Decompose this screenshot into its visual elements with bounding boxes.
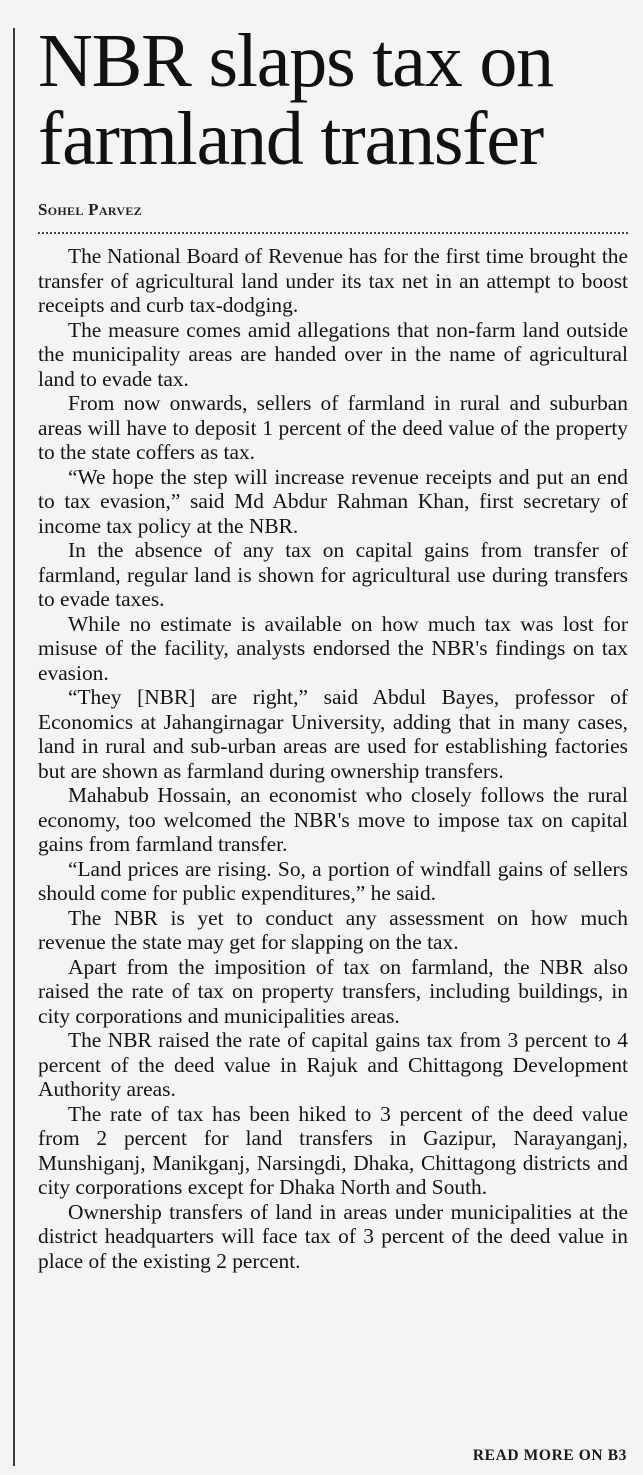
paragraph: The NBR raised the rate of capital gains tax from 3 percent to 4 percent of the deed value in Rajuk and Chittagong Development Authority areas. [38, 1028, 628, 1101]
paragraph: “Land prices are rising. So, a portion of windfall gains of sellers should come for public expenditures,” he said. [38, 856, 628, 905]
paragraph: “We hope the step will increase revenue receipts and put an end to tax evasion,” said Md Abdur Rahman Khan, first secretary of income tax policy at the NBR. [38, 464, 628, 538]
paragraph: While no estimate is available on how much tax was lost for misuse of the facility, analysts endorsed the NBR's findings on tax evasion. [38, 611, 628, 685]
paragraph: Ownership transfers of land in areas under municipalities at the district headquarters will face tax of 3 percent of the deed value in place of the existing 2 percent. [38, 1199, 628, 1273]
paragraph: The NBR is yet to conduct any assessment on how much revenue the state may get for slapping on the tax. [38, 905, 628, 954]
paragraph: Mahabub Hossain, an economist who closely follows the rural economy, too welcomed the NBR's move to impose tax on capital gains from farmland transfer. [38, 783, 628, 856]
headline-line-1: NBR slaps tax on [38, 19, 553, 103]
headline-line-2: farmland transfer [38, 97, 543, 181]
paragraph: The rate of tax has been hiked to 3 percent of the deed value from 2 percent for land transfers in Gazipur, Narayanganj, Munshiganj, Manikganj, Narsingdi, Dhaka, Chittagong districts and city corporations except for Dhaka North and South. [38, 1101, 628, 1199]
paragraph: The measure comes amid allegations that non-farm land outside the municipality areas are handed over in the name of agricultural land to evade tax. [38, 317, 628, 391]
article [38, 19, 628, 1273]
byline: Sohel Parvez [38, 200, 142, 219]
paragraph: Apart from the imposition of tax on farmland, the NBR also raised the rate of tax on property transfers, including buildings, in city corporations and municipalities areas. [38, 954, 628, 1028]
paragraph: “They [NBR] are right,” said Abdul Bayes, professor of Economics at Jahangirnagar University, adding that in many cases, land in rural and sub-urban areas are used for establishing factories but are shown as farmland during ownership transfers. [38, 685, 628, 783]
article-body [38, 244, 628, 1273]
dotted-divider [38, 232, 628, 234]
headline [38, 19, 628, 181]
paragraph: In the absence of any tax on capital gains from transfer of farmland, regular land is shown for agricultural use during transfers to evade taxes. [38, 538, 628, 611]
read-more-link[interactable]: READ MORE ON B3 [472, 1447, 627, 1464]
paragraph: The National Board of Revenue has for the first time brought the transfer of agricultural land under its tax net in an attempt to boost receipts and curb tax-dodging. [38, 244, 628, 317]
paragraph: From now onwards, sellers of farmland in rural and suburban areas will have to deposit 1 percent of the deed value of the property to the state coffers as tax. [38, 391, 628, 464]
column-rule [13, 28, 15, 1466]
